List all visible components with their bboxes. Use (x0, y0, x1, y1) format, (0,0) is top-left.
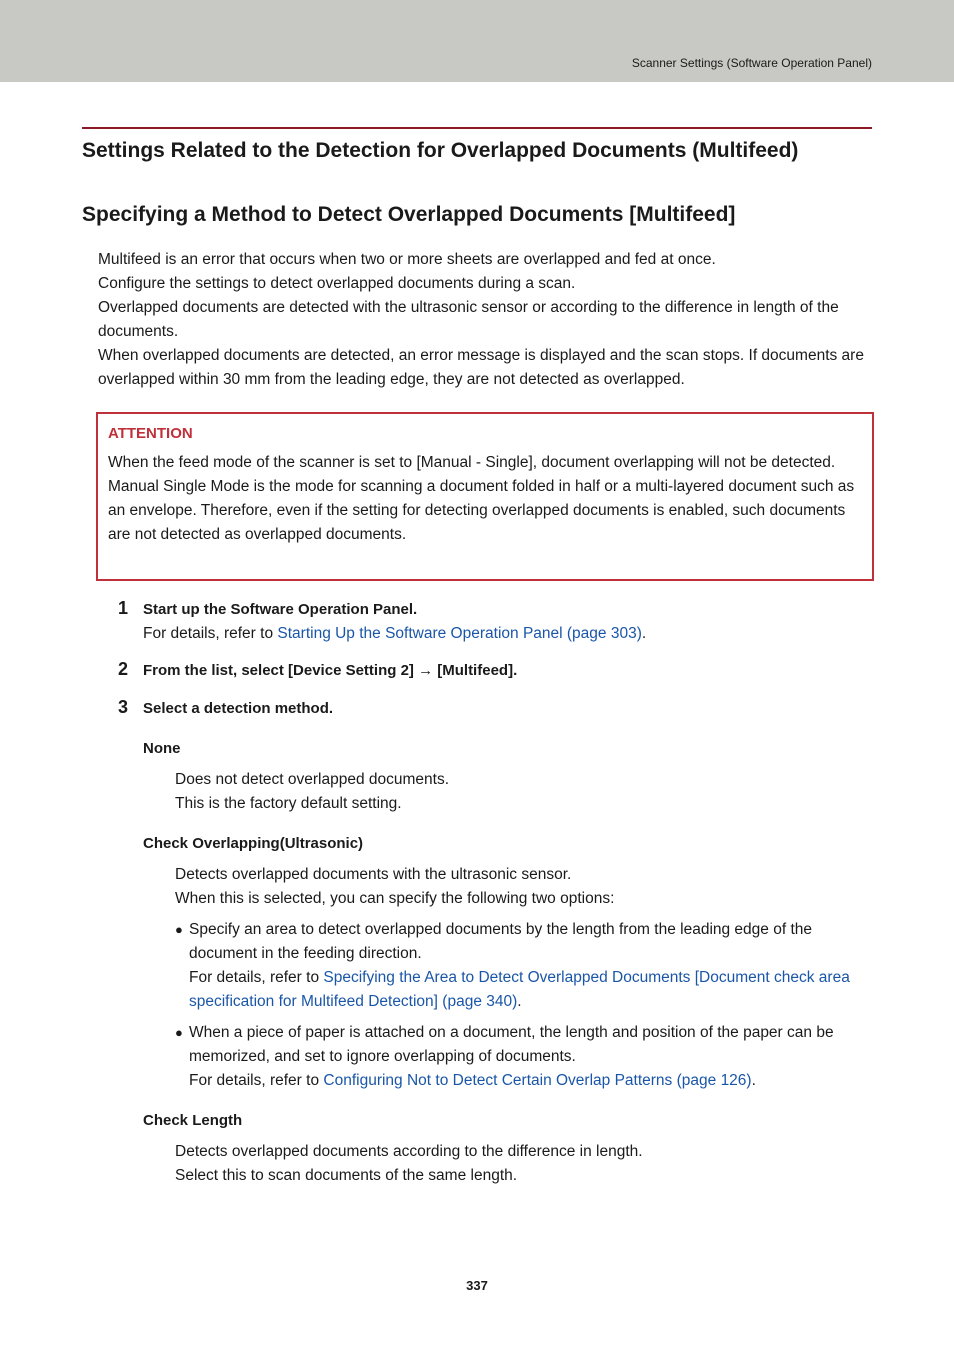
step-number: 2 (118, 659, 129, 679)
bullet-line: When a piece of paper is attached on a document, the length and position of the paper can be memorized, and set to ignore overlapping of documents. (189, 1024, 834, 1065)
link-overlap-patterns[interactable]: Configuring Not to Detect Certain Overlap Patterns (page 126) (323, 1072, 752, 1089)
option-title-length: Check Length (143, 1112, 243, 1129)
option-line: Detects overlapped documents according to the difference in length. (175, 1143, 643, 1160)
option-line: Does not detect overlapped documents. (175, 771, 450, 788)
bullet-text (189, 918, 875, 1014)
attention-title: ATTENTION (108, 425, 193, 442)
bullet-ref-suffix: . (517, 993, 522, 1010)
intro-line: Configure the settings to detect overlapped documents during a scan. (98, 275, 576, 292)
bullet-ref (189, 1069, 875, 1093)
page-header (0, 0, 954, 82)
section-rule (82, 127, 872, 129)
step-number: 1 (118, 598, 129, 618)
link-area-detect[interactable]: Specifying the Area to Detect Overlapped Documents [Document check area specification for Multifeed Detection] (page 340) (189, 969, 850, 1010)
attention-line: Manual Single Mode is the mode for scanning a document folded in half or a multi-layered document such as an envelope. Therefore, even if the setting for detecting overlapped documents is enabled, such documents are not detected as overlapped documents. (108, 478, 855, 543)
intro-line: Multifeed is an error that occurs when two or more sheets are overlapped and fed at once. (98, 251, 716, 268)
link-starting-up-panel[interactable]: Starting Up the Software Operation Panel (page 303) (277, 625, 642, 642)
step-detail-suffix: . (641, 625, 647, 642)
step-number: 3 (118, 697, 129, 717)
bullet-ref-suffix: . (751, 1072, 756, 1089)
step-title: From the list, select [Device Setting 2] → [Multifeed]. (143, 662, 518, 679)
intro-text (98, 248, 874, 392)
bullet-dot-icon: ● (175, 922, 183, 937)
intro-line: Overlapped documents are detected with the ultrasonic sensor or according to the difference in length of the documents. (98, 299, 839, 340)
bullet-ref-prefix: For details, refer to (189, 1072, 324, 1089)
option-body-length (175, 1140, 875, 1188)
option-line: When this is selected, you can specify the following two options: (175, 890, 615, 907)
page-number: 337 (466, 1278, 488, 1293)
bullet-ref (189, 966, 875, 1014)
step-title: Select a detection method. (143, 700, 334, 717)
option-title-none: None (143, 740, 181, 757)
section-title: Settings Related to the Detection for Overlapped Documents (Multifeed) (82, 139, 799, 162)
bullet-ref-prefix: For details, refer to (189, 969, 324, 986)
option-line: This is the factory default setting. (175, 795, 402, 812)
step-detail-prefix: For details, refer to (143, 625, 278, 642)
option-body-ultrasonic (175, 863, 875, 911)
option-line: Select this to scan documents of the same length. (175, 1167, 518, 1184)
bullet-dot-icon: ● (175, 1025, 183, 1040)
intro-line: When overlapped documents are detected, an error message is displayed and the scan stops. If documents are overlapped within 30 mm from the leading edge, they are not detected as overlapped. (98, 347, 864, 388)
attention-box (96, 412, 874, 581)
option-body-none (175, 768, 875, 816)
bullet-line: Specify an area to detect overlapped documents by the length from the leading edge of the document in the feeding direction. (189, 921, 812, 962)
option-line: Detects overlapped documents with the ultrasonic sensor. (175, 866, 572, 883)
option-title-ultrasonic: Check Overlapping(Ultrasonic) (143, 835, 364, 852)
header-title: Scanner Settings (Software Operation Panel) (631, 56, 872, 70)
attention-line: When the feed mode of the scanner is set to [Manual - Single], document overlapping will not be detected. (108, 454, 836, 471)
step-detail (143, 625, 646, 643)
step-title: Start up the Software Operation Panel. (143, 601, 418, 618)
bullet-text (189, 1021, 875, 1093)
subsection-title: Specifying a Method to Detect Overlapped Documents [Multifeed] (82, 203, 736, 226)
